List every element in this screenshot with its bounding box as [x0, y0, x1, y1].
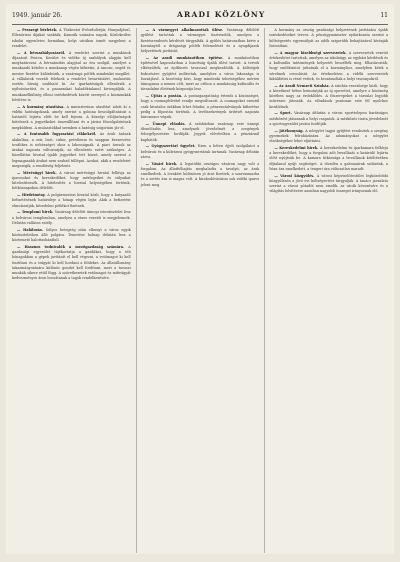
- article-body: A szervezetek vezetői értekezletet tartottak, amelyen az iskolaügy, az egyházi kérdések és a kulturális intézmények helyzetét beszélték meg. Elhatározták, hogy emlékiratot juttatnak el a kormányhoz, amelyben kérik a sérelmek orvoslását. Az értekezleten a vidéki szervezetek kiküldöttei is részt vettek, és beszámoltak a helyi viszonyokról.: [269, 50, 388, 81]
- column-1: [12, 28, 131, 553]
- article-body: A miniszterium utasítást adott ki a vidéki hatóságoknak, amely szerint a gabona beszolgáltatását a határidő lejárta előtt be kell fejezni. A községi elöljáróságok kötelesek a jegyzékeket összeállítani és a járási főszolgabírónak megküldeni. A mulasztókkal szemben a hatóság szigorúan jár el.: [12, 104, 131, 130]
- article-body: A színház vezetősége közli, hogy a következő héten bemutatják az új operettet, amelyre a közönség körében nagy az érdeklődés. A főszerepeket a társulat legjobb művészei játsszák. Az előadások pontosan este fél nyolckor kezdődnek.: [269, 83, 388, 109]
- article-body: A nőegylet tagjai gyűjtést rendeztek a szegény gyermekek felruházására. Az adományokat a nőegylet elnökségéhez lehet eljuttatni.: [269, 128, 388, 143]
- article-body: A színházban vasárnap este ünnepi díszelőadás lesz, amelynek jövedelmét a szegények felsegélyezésére fordítják. Jegyek elővételben a pénztárnál kaphatók.: [140, 121, 260, 142]
- article-headline: — A fontosabb fogyasztási cikkekről.: [17, 132, 100, 137]
- article-body: A polgármesteri hivatal közli, hogy a kutyaadó befizetésének határideje a hónap végén lejár. Akik a befizetést elmulasztják, késedelmi pótlékot fizetnek.: [12, 193, 131, 208]
- article-paragraph: [12, 228, 131, 244]
- article-headline: — Mérésügyi hírek.: [17, 170, 60, 175]
- paragraph-gap: [12, 282, 131, 284]
- text-columns: [12, 28, 388, 553]
- article-headline: — Sport.: [274, 111, 295, 116]
- article-headline: — Vásári hírek.: [145, 161, 180, 166]
- article-body: Vasárnap délelőtt gyűlést tartottak a vármegyei tisztviselők, amelyen a fizetésrendezés kérdését tárgyalták. A gyűlés határozatban kérte a kormánytól a drágasági pótlék felemelését és a nyugdíjasok helyzetének javítását.: [140, 28, 260, 53]
- article-headline: — Az Aradi Nemzeti Színház.: [274, 83, 332, 88]
- article-paragraph: [269, 174, 388, 195]
- article-headline: — A bérszabályozásról.: [17, 50, 69, 55]
- column-3: [264, 28, 388, 553]
- article-paragraph: [269, 111, 388, 127]
- article-body: A városi mérésügyi hivatal felhívja az iparosokat és kereskedőket, hogy mérlegeiket és súlyaikat hitelesíttessék. A hitelesítés a hivatal helyiségében történik, hétköznapokon délelőtt.: [12, 170, 131, 191]
- article-body: A gazdasági egyesület tájékoztatja a gazdákat, hogy a téli hónapokban a gépek javítását el kell végezni, a vetőmagot ki kell tisztítani és a trágyát ki kell hordani a földekre. Az állatállomány takarmányozására különös gondot kell fordítani, mert a tavaszi munkák sikere ettől függ. A szövetkezetek vetőmagot és műtrágyát kedvezményes áron bocsátanak a tagok rendelkezésére.: [12, 244, 131, 281]
- issue-date: 1949. január 26.: [12, 12, 63, 19]
- article-paragraph: [141, 144, 260, 160]
- article-paragraph: [269, 129, 388, 145]
- article-paragraph: [269, 146, 388, 172]
- article-paragraph: [269, 84, 388, 110]
- article-body: Ezen a héten éjjeli szolgálatot a belvárosi és a külvárosi gyógyszertárak tartanak. Vasárnap délután zárva.: [140, 144, 260, 159]
- article-headline: — Az aradi munkásotthon építése.: [145, 55, 228, 60]
- article-paragraph: [141, 94, 260, 120]
- article-paragraph: [269, 28, 388, 49]
- article-paragraph: [141, 28, 260, 54]
- article-headline: — Hirdetmény.: [17, 193, 48, 197]
- newspaper-page: [6, 4, 394, 554]
- article-paragraph: [141, 162, 260, 188]
- article-headline: — Gyógyszertári ügyelet.: [145, 144, 198, 149]
- article-headline: — A kormány utasítása.: [17, 104, 67, 109]
- article-body: A városi képviselőtestület legközelebbi közgyűlésén a jövő évi költségvetést tárgyalják. A tanács javaslata szerint a városi pótadót nem emelik, az utcák kövezésére és a világítás bővítésére azonban nagyobb összeget irányoznak elő.: [269, 173, 388, 194]
- article-headline: — Templomi hírek.: [17, 210, 55, 215]
- paragraph-gap: [141, 188, 260, 190]
- article-body: A kormány az ország gazdasági helyzetének javítására újabb intézkedéseket tervez. A pénzügyminiszter nyilatkozata szerint a költségvetés egyensúlyát az adók szigorúbb behajtásával kívánják biztosítani.: [269, 28, 388, 48]
- article-body: A Tüskevári Évfordulóéjár, Hanyadjával, Ellenőrizni díjakat szabták, Kamrák számára napok, Közlekedési iskolai egyenletes formában, helyi utcákon ismét megjelent a rendelet.: [12, 28, 131, 48]
- article-paragraph: [141, 122, 260, 143]
- article-paragraph: [12, 171, 131, 192]
- article-headline: — Jótékonyság.: [274, 128, 306, 133]
- article-paragraph: [12, 193, 131, 209]
- article-headline: — Városi közgyűlés.: [274, 173, 317, 178]
- article-body: Az áruk árának alakulása, a zsír, liszt, cukor, petróleum és szappan beszerzése továbbra is nehézséget okoz a lakosságnak. A piaci árusok az árakat naponta változtatják, az ellenőrzés ezért szükséges. A közellátási hivatal újabb jegyzéket tett közzé, amely szerint a legmagasabb árakat nem szabad túllépni. Azokat, akik a rendeletet megszegik, a rendőrség feljelenti.: [12, 132, 131, 168]
- article-paragraph: [269, 51, 388, 83]
- article-headline: — Pesszegi bérletek.: [17, 28, 60, 32]
- article-paragraph: [12, 51, 131, 104]
- article-body: A legutóbbi országos vásáron nagy volt a forgalom. Az állatfelhajtás meghaladta a tavalyit, az árak emelkedtek. A lovakért különösen jó árat fizettek, a szarvasmarha és a sertés ára is magas volt. A kirakodóvásáron sok vidéki iparos jelent meg.: [140, 161, 260, 187]
- article-headline: — Újítás a postán.: [145, 94, 185, 98]
- article-headline: — A magyar kisebbségi szervezetek.: [274, 50, 349, 55]
- article-headline: — Kereskedelmi hírek.: [274, 145, 320, 150]
- article-paragraph: [12, 245, 131, 282]
- article-paragraph: [12, 210, 131, 226]
- page-number: 11: [380, 12, 388, 19]
- article-headline: — Halálozás.: [17, 227, 46, 232]
- article-body: A kereskedelmi és iparkamara felhívja a kereskedőket, hogy a forgalmi adó bevallását a határidő lejárta előtt nyújtsák be. A kamara titkársága a bevallások kitöltésében díjtalanul nyújt segítséget. A tőzsdén a gabonaárak szilárdak, a búza ára emelkedett, a tengeri ára változatlan maradt.: [269, 145, 388, 171]
- article-body: Súlyos betegség után elhunyt a város egyik köztiszteletben álló polgára. Temetése holnap délután lesz a köztemető halottasházából.: [12, 227, 131, 242]
- article-body: Vasárnap délután a városi sporttelepen barátságos mérkőzést játszanak a helyi csapatok. A mérkőzés tiszta jövedelmét a sportegyesület javára fordítják.: [269, 111, 388, 126]
- article-body: A rendelet szerint a munkások díjazását Pesten, Kerület és vidéke új szabályok alapján kell meghatározni. A bérszámítás alapjául az óra szolgál, amelyet a munkaadó köteles a munkanap végén kifizetni. A tanonc, segéd és mester fizetése különbözik, a vasárnapi pótlék mindenkit megillet. A vállalatok vezetői felelnek a rendelet betartásáért, mulasztás esetén bírság szabható ki. Az iparhatóságok ellenőrzik a nyilvántartást, és a panaszokat haladéktalanul kivizsgálják. A munkanélküliség elleni intézkedések között szerepel a közmunkák bővítése is.: [12, 50, 131, 102]
- article-body: A munkásotthon építésével kapcsolatban a bizottság újabb ülést tartott. A tervek elkészültek, az építkezés tavasszal megkezdődik. A költségek fedezésére gyűjtést indítottak, amelyhez a város lakossága is hozzájárul. A bizottság kéri, hogy mindenki tehetségéhez mérten támogassa a nemes célt, mert az otthon a munkásság kulturális és társadalmi életének központja lesz.: [140, 55, 260, 92]
- article-body: Vasárnap délelőtt ünnepi istentisztelet lesz a belvárosi templomban, amelyen a város vezetői is megjelennek. Délután vallásos estély.: [12, 210, 131, 225]
- article-headline: — A vármegyei alkalmazottak ülése.: [145, 28, 227, 32]
- article-paragraph: [12, 132, 131, 169]
- paragraph-gap: [269, 195, 388, 197]
- article-headline: — Hasznos tudnivalók a mezőgazdaság számára.: [17, 244, 129, 249]
- article-paragraph: [141, 56, 260, 93]
- page-header: [12, 10, 388, 25]
- article-headline: — Ünnepi előadás.: [145, 121, 190, 126]
- article-paragraph: [12, 105, 131, 131]
- column-2: [136, 28, 260, 553]
- article-paragraph: [12, 28, 131, 49]
- newspaper-title: ARADI KÖZLÖNY: [177, 10, 266, 19]
- article-body: A postaigazgatóság értesíti a közönséget, hogy a csomagfelvétel rendje megváltozott. A csomagokat ezentúl csak hivatalos órákban lehet feladni, a pénzesutalványok kifizetése pedig a főpostán történik. A levélszekrények ürítését naponta háromszor végzik.: [140, 94, 260, 119]
